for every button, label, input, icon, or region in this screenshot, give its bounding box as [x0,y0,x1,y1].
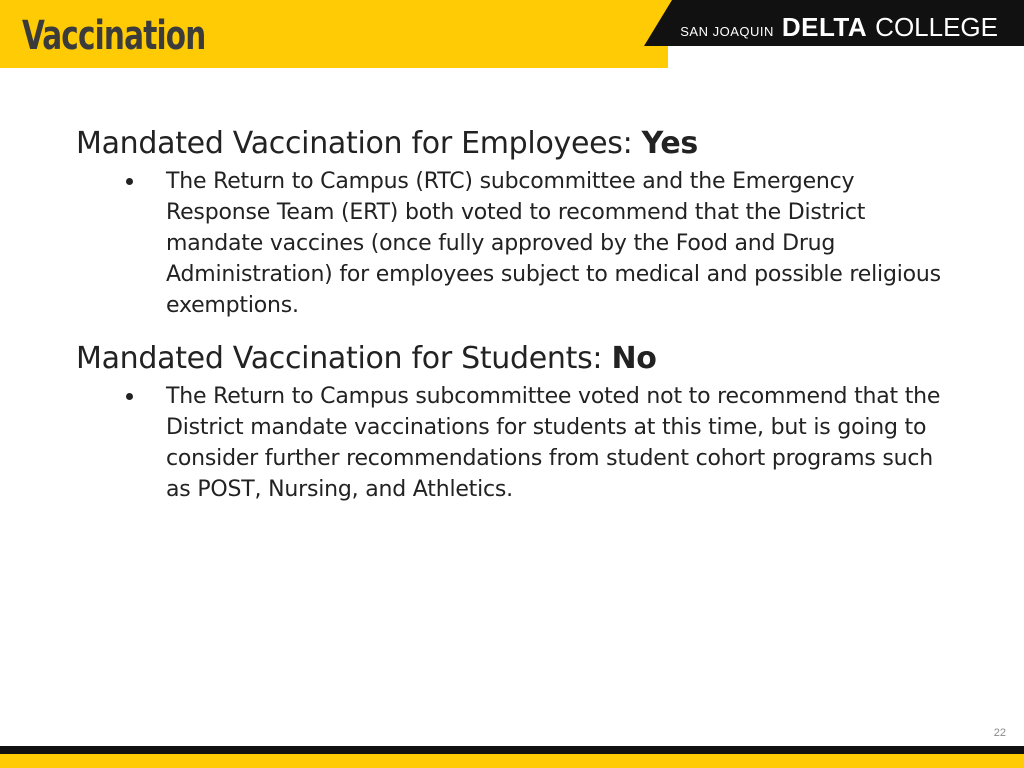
header-white-stripe [668,46,1024,68]
heading-answer: Yes [641,126,698,161]
logo-name: DELTA [781,12,868,42]
section-students [76,337,956,505]
logo-suffix: COLLEGE [875,12,998,42]
list-item [76,166,956,321]
bullet-text: The Return to Campus (RTC) subcommittee and the Emergency Response Team (ERT) both voted to recommend that the District mandate vaccines (once fully approved by the Food and Drug Administration) for employees subject to medical and possible religious exemptions. [166,169,941,318]
section-heading [76,337,956,381]
logo-prefix: SAN JOAQUIN [680,24,774,39]
header-bar [0,0,1024,68]
footer-yellow-bar [0,754,1024,768]
heading-answer: No [611,341,657,376]
bullet-icon [126,178,133,185]
bullet-list [76,166,956,321]
section-heading [76,122,956,166]
section-employees [76,122,956,321]
bullet-list [76,381,956,505]
college-logo [680,12,998,40]
bullet-icon [126,393,133,400]
bullet-text: The Return to Campus subcommittee voted not to recommend that the District mandate vaccinations for students at this time, but is going to consider further recommendations from student cohort programs such as POST, Nursing, and Athletics. [166,384,941,502]
slide-content [76,122,956,505]
list-item [76,381,956,505]
page-number: 22 [993,727,1006,739]
heading-text: Mandated Vaccination for Students: [76,341,612,376]
heading-text: Mandated Vaccination for Employees: [76,126,642,161]
footer-black-bar [0,746,1024,754]
slide-title: Vaccination [22,13,206,59]
